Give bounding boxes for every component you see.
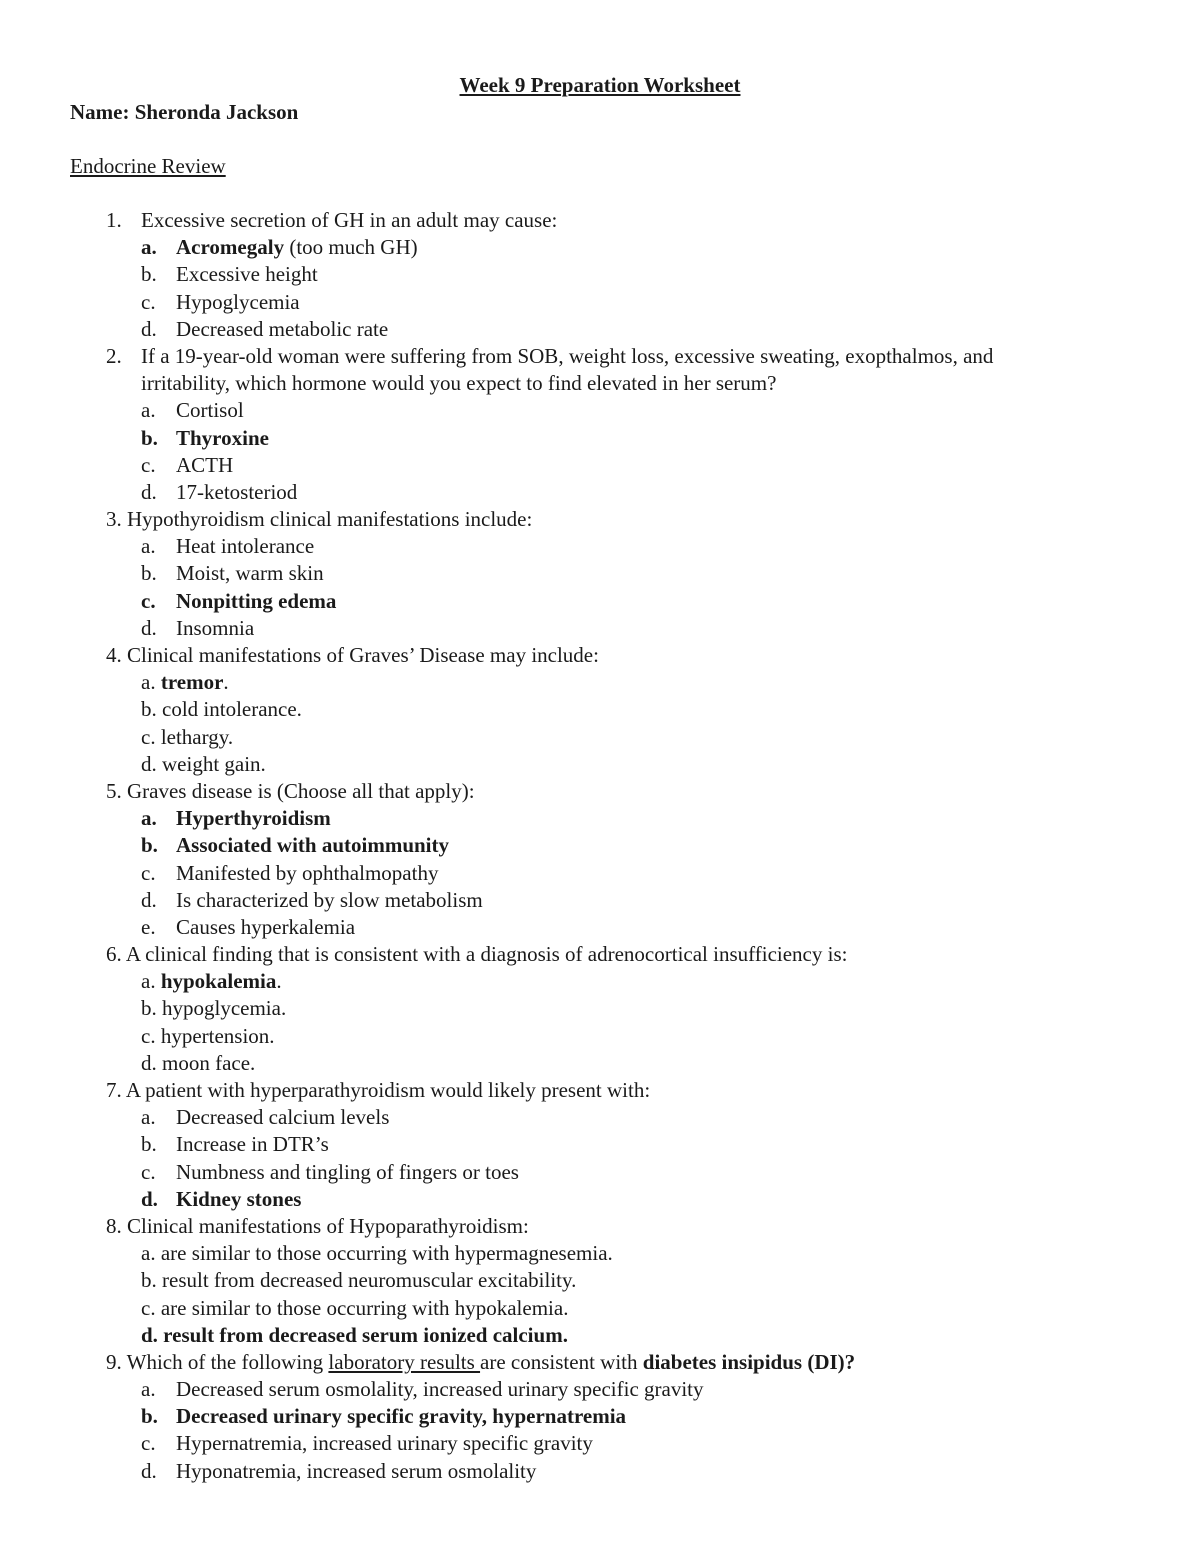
student-name: Name: Sheronda Jackson xyxy=(70,100,299,124)
answer-option: b. Thyroxine xyxy=(141,425,269,450)
answer-option: c. Hypernatremia, increased urinary specific gravity xyxy=(141,1431,593,1456)
answer-option: a. tremor. xyxy=(141,670,229,695)
answer-option: c. Hypoglycemia xyxy=(141,289,300,314)
question-text-continued: irritability, which hormone would you expect to find elevated in her serum? xyxy=(141,371,777,396)
question-list xyxy=(0,207,1200,1485)
question-3 xyxy=(0,506,1200,533)
answer-option: e. Causes hyperkalemia xyxy=(141,914,356,939)
answer-option: d. Decreased metabolic rate xyxy=(141,316,389,341)
answer-option: b. result from decreased neuromuscular excitability. xyxy=(141,1268,577,1293)
question-6 xyxy=(0,941,1200,968)
answer-option: d. Kidney stones xyxy=(141,1186,302,1211)
question-text: 4. Clinical manifestations of Graves’ Disease may include: xyxy=(106,643,599,667)
question-2 xyxy=(0,343,1200,370)
answer-option: a. are similar to those occurring with hypermagnesemia. xyxy=(141,1241,613,1266)
question-1 xyxy=(0,207,1200,234)
question-5 xyxy=(0,778,1200,805)
question-text: Excessive secretion of GH in an adult may cause: xyxy=(141,208,558,232)
answer-option: a. Heat intolerance xyxy=(141,534,315,559)
answer-option: c. ACTH xyxy=(141,452,234,477)
answer-option: a. hypokalemia. xyxy=(141,969,282,994)
question-number: 1. xyxy=(106,208,122,232)
answer-option: d. result from decreased serum ionized calcium. xyxy=(141,1322,568,1347)
question-number: 2. xyxy=(106,343,122,368)
answer-option: d. 17-ketosteriod xyxy=(141,479,298,504)
answer-option: b. Associated with autoimmunity xyxy=(141,833,450,858)
answer-option: b. hypoglycemia. xyxy=(141,996,287,1021)
question-9 xyxy=(0,1349,1200,1376)
question-8 xyxy=(0,1213,1200,1240)
question-text: 7. A patient with hyperparathyroidism would likely present with: xyxy=(106,1078,651,1102)
answer-option: d. weight gain. xyxy=(141,751,266,776)
question-text: 9. Which of the following laboratory results are consistent with diabetes insipidus (DI)? xyxy=(106,1349,856,1374)
answer-option: c. are similar to those occurring with hypokalemia. xyxy=(141,1295,569,1320)
answer-option: a. Acromegaly (too much GH) xyxy=(141,235,418,260)
answer-option: b. Increase in DTR’s xyxy=(141,1132,329,1157)
answer-option: a. Decreased serum osmolality, increased urinary specific gravity xyxy=(141,1377,704,1402)
question-text: 3. Hypothyroidism clinical manifestations include: xyxy=(106,507,533,532)
answer-option: c. Nonpitting edema xyxy=(141,588,337,613)
page-title: Week 9 Preparation Worksheet xyxy=(459,73,741,97)
answer-option: c. Numbness and tingling of fingers or toes xyxy=(141,1159,519,1184)
answer-option: d. Is characterized by slow metabolism xyxy=(141,887,483,912)
answer-option: c. hypertension. xyxy=(141,1023,275,1048)
question-text: 8. Clinical manifestations of Hypoparathyroidism: xyxy=(106,1213,529,1238)
answer-option: c. lethargy. xyxy=(141,724,234,749)
question-text: 6. A clinical finding that is consistent with a diagnosis of adrenocortical insufficiency is: xyxy=(106,942,848,967)
question-7 xyxy=(0,1077,1200,1104)
section-heading: Endocrine Review xyxy=(70,154,226,178)
answer-option: a. Hyperthyroidism xyxy=(141,806,331,831)
answer-option: c. Manifested by ophthalmopathy xyxy=(141,860,439,885)
question-text: If a 19-year-old woman were suffering from SOB, weight loss, excessive sweating, exopthalmos, and xyxy=(141,343,994,368)
answer-option: b. Excessive height xyxy=(141,262,318,287)
answer-option: d. Hyponatremia, increased serum osmolality xyxy=(141,1458,537,1483)
answer-option: a. Cortisol xyxy=(141,398,244,423)
question-4 xyxy=(0,642,1200,669)
answer-option: a. Decreased calcium levels xyxy=(141,1105,390,1130)
question-text: 5. Graves disease is (Choose all that apply): xyxy=(106,778,475,803)
answer-option: d. moon face. xyxy=(141,1050,256,1075)
answer-option: b. Moist, warm skin xyxy=(141,561,324,586)
answer-option: b. cold intolerance. xyxy=(141,697,302,722)
answer-option: d. Insomnia xyxy=(141,615,255,640)
answer-option: b. Decreased urinary specific gravity, hypernatremia xyxy=(141,1404,627,1429)
